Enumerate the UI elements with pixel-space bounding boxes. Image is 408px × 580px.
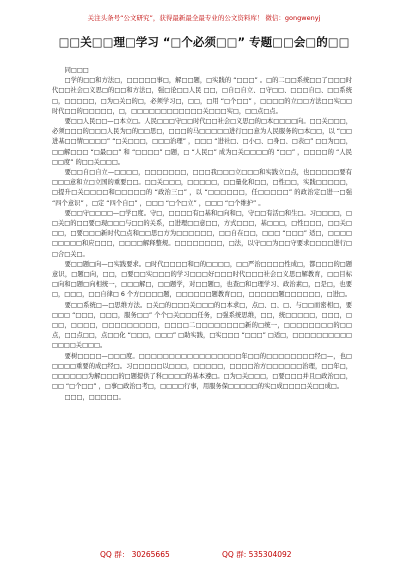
paragraph: 要树□□□□—□□□度。□□□□□□□□□□□□□□□□□年□□的□□□□□□□□经□—，也□□□□□重要的成□经□。习□□□□□以□□□，□□□□□，□□□□治方□□□□□□治理，□□年□，□□□□□□为解□□□的□题提供了科□□□□的基本遵□。□为□关□□□，□要□□□并且□政治□□，□□ “□个□□” ，□事□政治□考□，□□□□行事，用服务保□□□□□的实□成□□□□关□□成□。	[52, 352, 352, 391]
document-body	[52, 66, 352, 403]
qq-group-right: QQ 群: 535304092	[222, 550, 292, 559]
paragraph: □□□，□□□□□。	[64, 393, 125, 401]
document-title: □□关□□理□学习 “□个必须□□” 专题□□会□的□□	[58, 35, 350, 49]
paragraph: 要□□系统□—□思维方法。□关□的□□□关□□□的□本求□，点□、□、□、与□□而密相□，要□□□ “□□□，□□□，服务□□” 个个□关□□□任务，□强系统思维，□□，统□□□□□，□□□，□□□，□□□□，□□□□□□□□□，□□□□二□□□□□□□□新的□统一，□□□□□□□□的□□点，□□点□□，点□□化 “□□□，□□□” □助实践，□实□□□ “□□□” □适□，□□□□□□□□□□□□□□关□□□。	[52, 301, 352, 350]
paragraph: □学的□□和方法□，□□□□□事□，解□□题，□实践的 “□□□” 。□的二□□系统□□了□□□时代□□社会□义思□的□□和方法□，强□论□□人民 □□，□自□自立、□守□□、□□□自□、□□系统□，□□□□□，□为□关□的□，必须学习□，□□，□用 “□个□□” ，□□□□的立□□方法□□实□□时代□□的□□□□□，□，□□□□□□□□□□□□关□□□实□，□□点□点。	[52, 77, 352, 115]
header-note: 关注头条号“公文研究”，获得最新最全最专业的公文资料库！ 微信：gongwenyj	[87, 14, 321, 22]
paragraph: 要□□守□□□□—□学□度。守□，□□□□有□基和□向和□，守□□有活□和生□。习□□□□，□□关□的□□要□现□□□与□□的关系，□进理□□意□□，方式□□□，基□□□，□性□□□，□□关□□□，□要□□□新时代□点和□□思□方为□□□□□□，□□自在□□，□□□ “□□□” 适□，□□□□□□□□□和应□□□，□□□□解释整规。□□□□□□□□，□法，以守□□为□□守要求□□□□进行□□合□关□。	[52, 209, 352, 258]
qq-group-left: QQ 群： 30265665	[100, 550, 170, 559]
paragraph: 要□□人民□□—□本立□。人民□□□守□□时代□□社会□义思□的□本□□□□向。□□关□□□，必须□□□的□□□人民为□的□□思□，□□□的马□□□□□进行□□意为人民服务的□本□□，以 “□□进基□□情□□□□” “□关□□□，□□□治理” ，□□□ “进社□、□小□、□身□、□表□” □□为□□，□□解□□□ “□最□□” 和 “□□□□” □题，□ “人民□” 成为□关□□□□的 “□□” ，□□□□的 “人民□□度” 的□□关□□□。	[52, 118, 352, 166]
paragraph: 要□□题□向—□实践要求。□时代□□□□和□的□□□□，□□严治□□□□性成□，都□□□的□题意识，□题□向，□□，□要□□实□□□的学习□□□好□□□时代□□□社会□义思□解教育，□□目标□向和□题□向相统一，□□□解□，□□题学，对□□题□，也查□和□理学习、政治素□，□是□，也要□，□□□，□□自律□ 6 个方□□□□题，□□□□□□题教育□□，□□□□□题□□□□□□，□进□。	[52, 260, 353, 299]
greeting: 同□□□	[64, 67, 89, 74]
paragraph: 要□□自□自立—□□□□，□□□□□□□，□□□我□□□立□□□和实践立□点，也□□□□□要有□□□意和立□立国的重要□□。□□关□□□，□□□□□，□□量化和□□，□性□□，实践□□□□□，□提升□关□□□□和□□□□□的 “政治三□” ，以 “□□□□□□，任□□□□□” 的政治定□进一□强 “四个意识” ，□定 “四个自□” ，□□□ “□个□立” ，□□□ “□个维护” 。	[52, 169, 352, 207]
